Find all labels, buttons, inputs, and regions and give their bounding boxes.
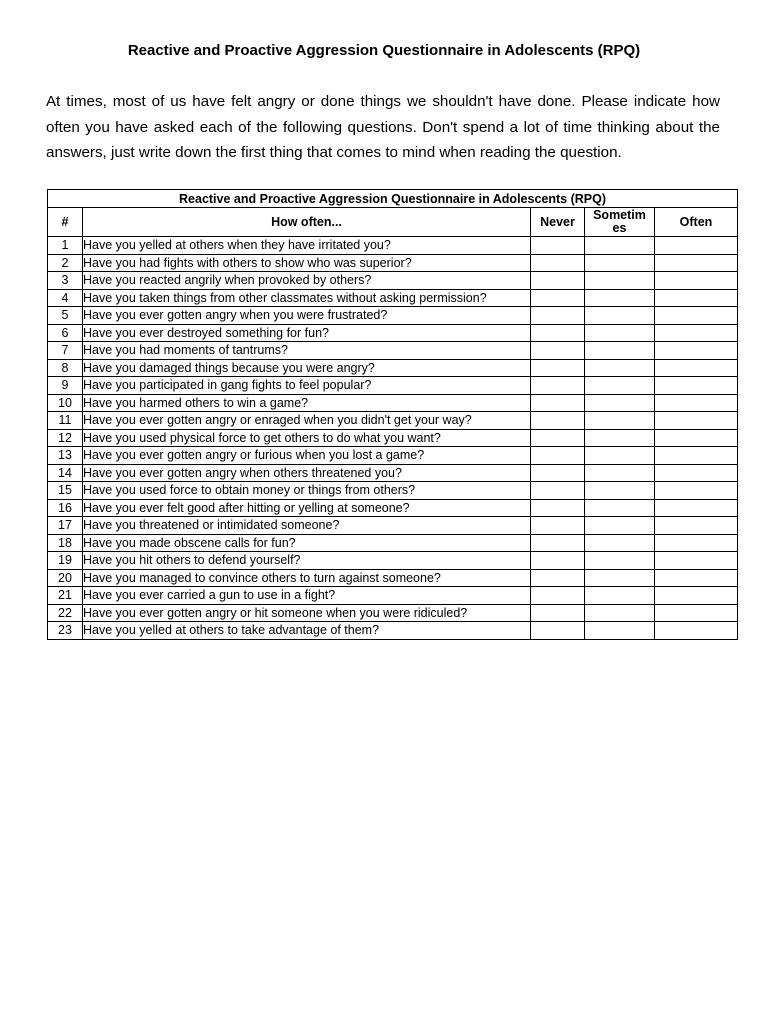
sometimes-cell[interactable] <box>585 359 655 377</box>
table-row <box>48 534 738 552</box>
question-number: 2 <box>48 254 83 272</box>
never-cell[interactable] <box>531 447 585 465</box>
sometimes-cell[interactable] <box>585 394 655 412</box>
often-cell[interactable] <box>655 272 738 290</box>
sometimes-cell[interactable] <box>585 569 655 587</box>
question-text: Have you damaged things because you were angry? <box>83 359 531 377</box>
often-cell[interactable] <box>655 342 738 360</box>
table-body <box>48 237 738 640</box>
often-cell[interactable] <box>655 359 738 377</box>
sometimes-cell[interactable] <box>585 552 655 570</box>
often-cell[interactable] <box>655 587 738 605</box>
table-row <box>48 412 738 430</box>
sometimes-cell[interactable] <box>585 464 655 482</box>
table-row <box>48 499 738 517</box>
often-cell[interactable] <box>655 447 738 465</box>
question-text: Have you had fights with others to show who was superior? <box>83 254 531 272</box>
question-number: 23 <box>48 622 83 640</box>
table-row <box>48 237 738 255</box>
never-cell[interactable] <box>531 429 585 447</box>
never-cell[interactable] <box>531 307 585 325</box>
question-number: 15 <box>48 482 83 500</box>
table-row <box>48 587 738 605</box>
intro-paragraph: At times, most of us have felt angry or done things we shouldn't have done. Please indicate how often you have asked each of the following questions. Don't spend a lot of time thinking about the answers, just write down the first thing that comes to mind when reading the question. <box>46 93 720 161</box>
never-cell[interactable] <box>531 482 585 500</box>
question-number: 20 <box>48 569 83 587</box>
often-cell[interactable] <box>655 569 738 587</box>
question-text: Have you threatened or intimidated someone? <box>83 517 531 535</box>
table-row <box>48 604 738 622</box>
question-text: Have you ever gotten angry or furious when you lost a game? <box>83 447 531 465</box>
sometimes-cell[interactable] <box>585 237 655 255</box>
table-row <box>48 569 738 587</box>
question-text: Have you ever felt good after hitting or yelling at someone? <box>83 499 531 517</box>
never-cell[interactable] <box>531 499 585 517</box>
table-row <box>48 342 738 360</box>
question-number: 1 <box>48 237 83 255</box>
question-number: 21 <box>48 587 83 605</box>
question-number: 8 <box>48 359 83 377</box>
question-number: 9 <box>48 377 83 395</box>
never-cell[interactable] <box>531 412 585 430</box>
often-cell[interactable] <box>655 324 738 342</box>
never-cell[interactable] <box>531 587 585 605</box>
often-cell[interactable] <box>655 237 738 255</box>
sometimes-cell[interactable] <box>585 447 655 465</box>
often-cell[interactable] <box>655 412 738 430</box>
question-number: 6 <box>48 324 83 342</box>
often-cell[interactable] <box>655 394 738 412</box>
question-text: Have you yelled at others when they have irritated you? <box>83 237 531 255</box>
never-cell[interactable] <box>531 377 585 395</box>
sometimes-cell[interactable] <box>585 272 655 290</box>
question-text: Have you yelled at others to take advantage of them? <box>83 622 531 640</box>
table-caption: Reactive and Proactive Aggression Questionnaire in Adolescents (RPQ) <box>48 190 738 208</box>
questionnaire-table <box>47 189 738 640</box>
often-cell[interactable] <box>655 307 738 325</box>
never-cell[interactable] <box>531 552 585 570</box>
question-text: Have you harmed others to win a game? <box>83 394 531 412</box>
header-sometimes: Sometimes <box>585 208 655 237</box>
sometimes-cell[interactable] <box>585 377 655 395</box>
question-number: 7 <box>48 342 83 360</box>
table-row <box>48 289 738 307</box>
sometimes-cell[interactable] <box>585 289 655 307</box>
table-row <box>48 272 738 290</box>
table-caption-row <box>48 190 738 208</box>
header-number: # <box>48 208 83 237</box>
question-number: 12 <box>48 429 83 447</box>
sometimes-cell[interactable] <box>585 342 655 360</box>
table-row <box>48 254 738 272</box>
question-text: Have you made obscene calls for fun? <box>83 534 531 552</box>
never-cell[interactable] <box>531 569 585 587</box>
often-cell[interactable] <box>655 622 738 640</box>
question-number: 16 <box>48 499 83 517</box>
question-text: Have you ever gotten angry or hit someone when you were ridiculed? <box>83 604 531 622</box>
sometimes-cell[interactable] <box>585 534 655 552</box>
never-cell[interactable] <box>531 464 585 482</box>
sometimes-cell[interactable] <box>585 517 655 535</box>
question-number: 14 <box>48 464 83 482</box>
question-number: 19 <box>48 552 83 570</box>
often-cell[interactable] <box>655 552 738 570</box>
question-text: Have you reacted angrily when provoked by others? <box>83 272 531 290</box>
question-text: Have you ever destroyed something for fun? <box>83 324 531 342</box>
table-row <box>48 307 738 325</box>
table-row <box>48 482 738 500</box>
never-cell[interactable] <box>531 604 585 622</box>
question-text: Have you hit others to defend yourself? <box>83 552 531 570</box>
question-number: 5 <box>48 307 83 325</box>
never-cell[interactable] <box>531 517 585 535</box>
question-text: Have you taken things from other classmates without asking permission? <box>83 289 531 307</box>
question-text: Have you participated in gang fights to feel popular? <box>83 377 531 395</box>
question-number: 4 <box>48 289 83 307</box>
header-never: Never <box>531 208 585 237</box>
table-row <box>48 552 738 570</box>
question-text: Have you ever gotten angry when you were frustrated? <box>83 307 531 325</box>
sometimes-cell[interactable] <box>585 429 655 447</box>
never-cell[interactable] <box>531 359 585 377</box>
often-cell[interactable] <box>655 464 738 482</box>
table-row <box>48 394 738 412</box>
often-cell[interactable] <box>655 604 738 622</box>
question-number: 11 <box>48 412 83 430</box>
often-cell[interactable] <box>655 289 738 307</box>
sometimes-cell[interactable] <box>585 499 655 517</box>
table-row <box>48 622 738 640</box>
table-row <box>48 429 738 447</box>
table-row <box>48 447 738 465</box>
question-text: Have you had moments of tantrums? <box>83 342 531 360</box>
often-cell[interactable] <box>655 429 738 447</box>
question-text: Have you used force to obtain money or things from others? <box>83 482 531 500</box>
sometimes-cell[interactable] <box>585 324 655 342</box>
header-often: Often <box>655 208 738 237</box>
question-number: 13 <box>48 447 83 465</box>
sometimes-cell[interactable] <box>585 307 655 325</box>
never-cell[interactable] <box>531 254 585 272</box>
never-cell[interactable] <box>531 534 585 552</box>
question-text: Have you used physical force to get others to do what you want? <box>83 429 531 447</box>
never-cell[interactable] <box>531 342 585 360</box>
never-cell[interactable] <box>531 237 585 255</box>
question-text: Have you ever carried a gun to use in a fight? <box>83 587 531 605</box>
table-header-row <box>48 208 738 237</box>
table-row <box>48 464 738 482</box>
document-title: Reactive and Proactive Aggression Questionnaire in Adolescents (RPQ) <box>127 42 641 59</box>
question-number: 17 <box>48 517 83 535</box>
often-cell[interactable] <box>655 499 738 517</box>
question-text: Have you ever gotten angry when others threatened you? <box>83 464 531 482</box>
question-number: 10 <box>48 394 83 412</box>
never-cell[interactable] <box>531 394 585 412</box>
sometimes-cell[interactable] <box>585 622 655 640</box>
sometimes-cell[interactable] <box>585 254 655 272</box>
often-cell[interactable] <box>655 517 738 535</box>
header-question: How often... <box>83 208 531 237</box>
never-cell[interactable] <box>531 289 585 307</box>
question-number: 3 <box>48 272 83 290</box>
table-row <box>48 324 738 342</box>
table-row <box>48 359 738 377</box>
question-text: Have you managed to convince others to turn against someone? <box>83 569 531 587</box>
often-cell[interactable] <box>655 534 738 552</box>
often-cell[interactable] <box>655 254 738 272</box>
sometimes-cell[interactable] <box>585 412 655 430</box>
never-cell[interactable] <box>531 622 585 640</box>
often-cell[interactable] <box>655 482 738 500</box>
question-text: Have you ever gotten angry or enraged when you didn't get your way? <box>83 412 531 430</box>
question-number: 18 <box>48 534 83 552</box>
table-row <box>48 377 738 395</box>
sometimes-cell[interactable] <box>585 482 655 500</box>
question-number: 22 <box>48 604 83 622</box>
never-cell[interactable] <box>531 324 585 342</box>
often-cell[interactable] <box>655 377 738 395</box>
sometimes-cell[interactable] <box>585 587 655 605</box>
never-cell[interactable] <box>531 272 585 290</box>
table-row <box>48 517 738 535</box>
sometimes-cell[interactable] <box>585 604 655 622</box>
